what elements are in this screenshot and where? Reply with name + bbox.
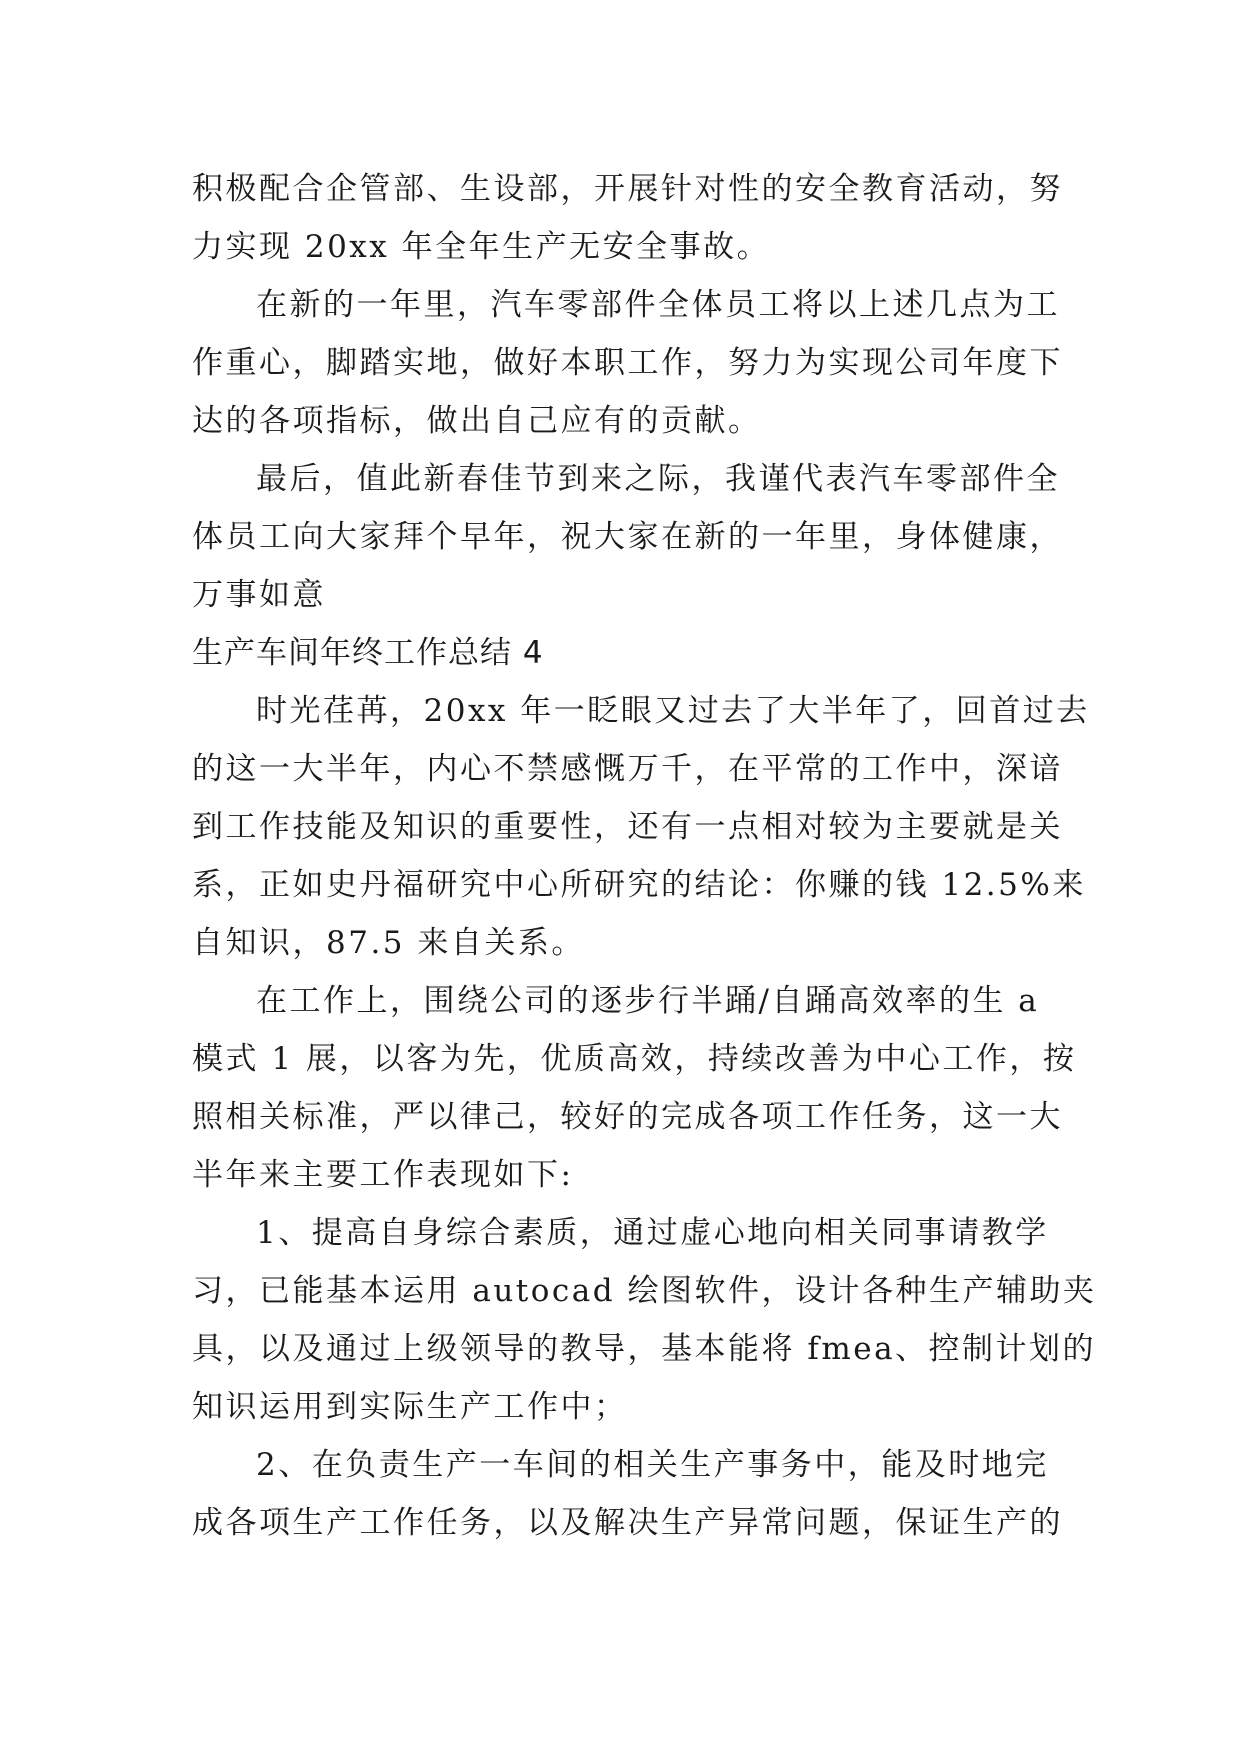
document-body [192,160,1097,1552]
body-line: 照相关标准，严以律己，较好的完成各项工作任务，这一大 [192,1099,1063,1135]
body-line: 成各项生产工作任务，以及解决生产异常问题，保证生产的 [192,1505,1063,1541]
body-line: 半年来主要工作表现如下: [192,1157,574,1193]
body-line: 知识运用到实际生产工作中； [192,1389,628,1425]
body-line: 作重心，脚踏实地，做好本职工作，努力为实现公司年度下 [192,345,1063,381]
body-line: 具，以及通过上级领导的教导，基本能将 fmea、控制计划的 [192,1331,1097,1367]
body-line: 模式 1 展，以客为先，优质高效，持续改善为中心工作，按 [192,1041,1077,1077]
paragraph-first-line: 最后，值此新春佳节到来之际，我谨代表汽车零部件全 [256,461,1060,497]
body-line: 体员工向大家拜个早年，祝大家在新的一年里，身体健康， [192,519,1063,555]
body-line: 万事如意 [192,577,326,613]
section-heading: 生产车间年终工作总结 4 [192,635,544,671]
body-line: 达的各项指标，做出自己应有的贡献。 [192,403,762,439]
body-line: 到工作技能及知识的重要性，还有一点相对较为主要就是关 [192,809,1063,845]
body-line: 系，正如史丹福研究中心所研究的结论：你赚的钱 12.5%来 [192,867,1086,903]
paragraph-first-line: 在工作上，围绕公司的逐步行半踊/自踊高效率的生 a [256,983,1040,1019]
paragraph-first-line: 在新的一年里，汽车零部件全体员工将以上述几点为工 [256,287,1060,323]
body-line: 的这一大半年，内心不禁感慨万千，在平常的工作中，深谙 [192,751,1063,787]
body-line: 自知识，87.5 来自关系。 [192,925,585,961]
list-item-first-line: 1、提高自身综合素质，通过虚心地向相关同事请教学 [256,1215,1049,1251]
body-line: 力实现 20xx 年全年生产无安全事故。 [192,229,771,265]
body-line: 积极配合企管部、生设部，开展针对性的安全教育活动，努 [192,171,1063,207]
body-line: 习，已能基本运用 autocad 绘图软件，设计各种生产辅助夹 [192,1273,1097,1309]
list-item-first-line: 2、在负责生产一车间的相关生产事务中，能及时地完 [256,1447,1049,1483]
paragraph-first-line: 时光荏苒，20xx 年一眨眼又过去了大半年了，回首过去 [256,693,1090,729]
